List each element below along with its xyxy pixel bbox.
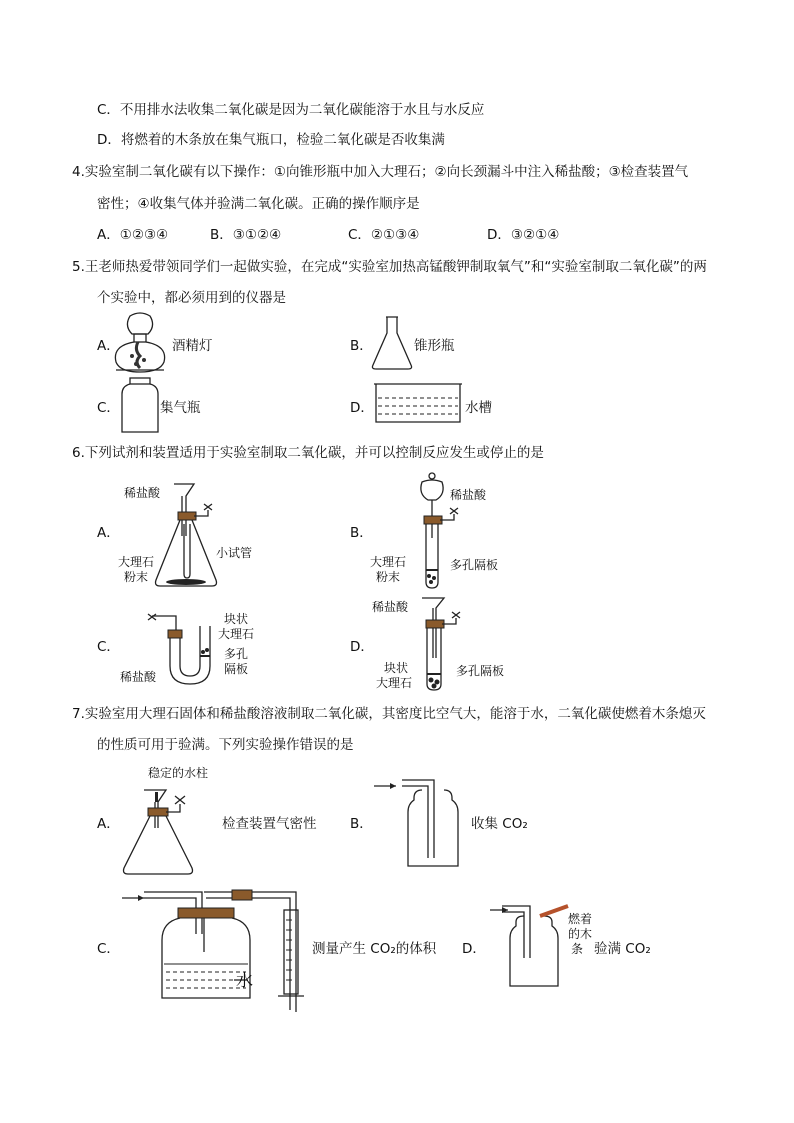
q7c-water-label: 水 (236, 971, 253, 991)
q6-option-a-letter: A． (97, 525, 120, 541)
q4-stem-line1: 4.实验室制二氧化碳有以下操作：①向锥形瓶中加入大理石；②向长颈漏斗中注入稀盐酸；③检查装置气 (72, 164, 689, 180)
q6b-plate-label: 多孔隔板 (450, 558, 499, 572)
q5-stem-line1: 5.王老师热爱带领同学们一起做实验，在完成“实验室加热高锰酸钾制取氧气”和“实验室制取二氧化碳”的两 (72, 259, 707, 275)
q7-stem-line2: 的性质可用于验满。下列实验操作错误的是 (97, 737, 354, 753)
water-trough-icon (372, 382, 464, 426)
q6-option-c-letter: C． (97, 639, 120, 655)
q6-option-d-letter: D． (350, 639, 374, 655)
q7-stem-line1: 7.实验室用大理石固体和稀盐酸溶液制取二氧化碳，其密度比空气大，能溶于水，二氧化碳使燃着木条熄灭 (72, 706, 706, 722)
q6d-solid-label2: 大理石 (376, 676, 413, 690)
q7-option-b-letter: B． (350, 816, 373, 832)
q7-option-d-desc: 验满 CO₂ (594, 941, 651, 957)
q5-option-c-letter: C． (97, 400, 120, 416)
q4-option-c: C．②①③④ (348, 227, 420, 243)
q6a-marble-label2: 粉末 (124, 570, 149, 584)
q7-option-d-letter: D． (462, 941, 486, 957)
q6d-plate-label: 多孔隔板 (456, 664, 505, 678)
q6b-marble-label1: 大理石 (370, 555, 407, 569)
apparatus-6d-icon (414, 594, 474, 696)
q7-option-a-desc: 检查装置气密性 (222, 816, 317, 832)
q4-option-b: B．③①②④ (210, 227, 282, 243)
q5-option-a-name: 酒精灯 (172, 338, 213, 354)
airtightness-check-icon (118, 778, 198, 878)
q6c-plate-label2: 隔板 (224, 662, 249, 676)
q5-option-a-letter: A． (97, 338, 120, 354)
q5-stem-line2: 个实验中，都必须用到的仪器是 (97, 290, 286, 306)
q4-option-a: A．①②③④ (97, 227, 169, 243)
q7-option-a-letter: A． (97, 816, 120, 832)
q7-option-c-desc: 测量产生 CO₂的体积 (312, 941, 437, 957)
q6b-acid-label: 稀盐酸 (450, 488, 487, 502)
q6a-acid-label: 稀盐酸 (124, 486, 161, 500)
q6c-solid-label2: 大理石 (218, 627, 255, 641)
q5-option-c-name: 集气瓶 (160, 400, 201, 416)
q6d-solid-label1: 块状 (384, 661, 409, 675)
q3-option-d: D．将燃着的木条放在集气瓶口，检验二氧化碳是否收集满 (97, 132, 445, 148)
q6c-solid-label1: 块状 (224, 612, 249, 626)
q6-stem: 6.下列试剂和装置适用于实验室制取二氧化碳，并可以控制反应发生或停止的是 (72, 445, 544, 461)
gas-jar-icon (120, 376, 160, 434)
q7-option-b-desc: 收集 CO₂ (471, 816, 528, 832)
q6a-marble-label1: 大理石 (118, 555, 155, 569)
q6b-marble-label2: 粉末 (376, 570, 401, 584)
q6d-acid-label: 稀盐酸 (372, 600, 409, 614)
conical-flask-icon (370, 315, 414, 371)
alcohol-lamp-icon (108, 312, 172, 374)
q5-option-b-letter: B． (350, 338, 373, 354)
q6c-acid-label: 稀盐酸 (120, 670, 157, 684)
apparatus-6a-icon (150, 478, 240, 590)
q7d-stick-label1: 燃着 (568, 912, 593, 926)
q6c-plate-label1: 多孔 (224, 647, 249, 661)
q7d-stick-label3: 条 (571, 942, 584, 956)
q6a-tube-label: 小试管 (216, 546, 253, 560)
q7d-stick-label2: 的木 (568, 927, 593, 941)
gas-collection-icon (372, 772, 472, 870)
q4-option-d: D．③②①④ (487, 227, 560, 243)
q7a-water-label: 稳定的水柱 (148, 766, 209, 780)
q5-option-d-name: 水槽 (465, 400, 492, 416)
q5-option-d-letter: D． (350, 400, 374, 416)
gas-volume-measurement-icon (118, 880, 308, 1006)
q7-option-c-letter: C． (97, 941, 120, 957)
q6-option-b-letter: B． (350, 525, 373, 541)
q5-option-b-name: 锥形瓶 (414, 338, 455, 354)
q3-option-c: C．不用排水法收集二氧化碳是因为二氧化碳能溶于水且与水反应 (97, 102, 485, 118)
q4-stem-line2: 密性；④收集气体并验满二氧化碳。正确的操作顺序是 (97, 196, 420, 212)
